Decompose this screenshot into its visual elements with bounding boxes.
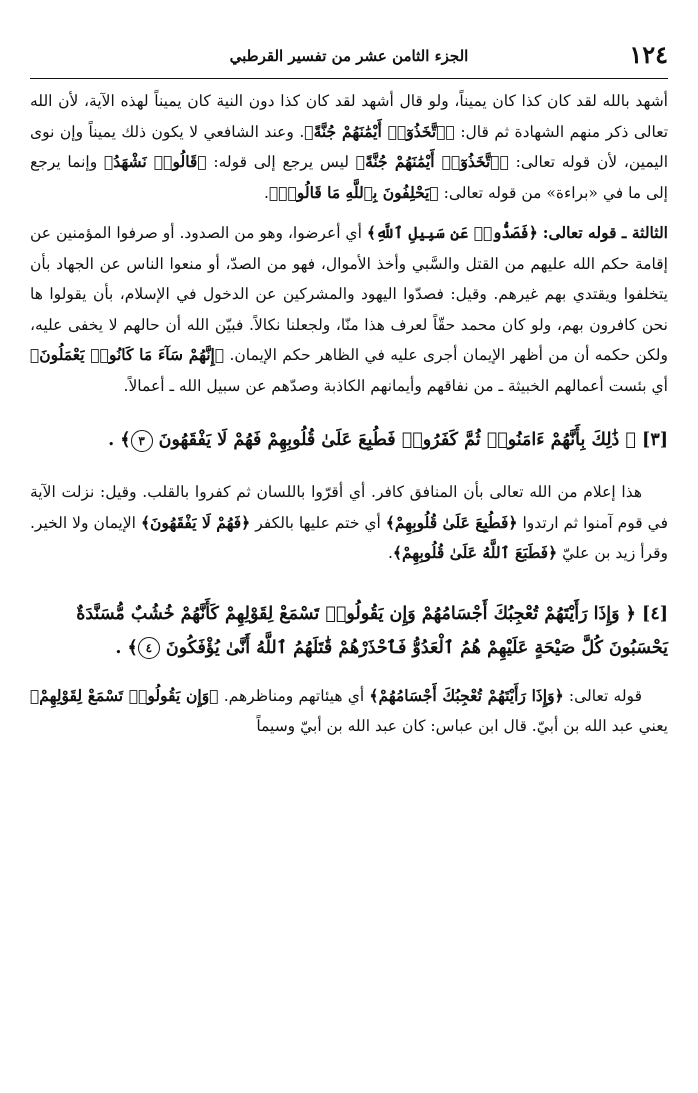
- page-header: [30, 40, 668, 74]
- quran-quote: ﴿فَطُبِعَ عَلَىٰ قُلُوبِهِمْ﴾: [385, 512, 518, 532]
- quran-quote: ﴿فَطَبَعَ ٱللَّهُ عَلَىٰ قُلُوبِهِمْ﴾: [392, 543, 558, 562]
- page-body: [30, 86, 668, 742]
- verse-text: ﴿ ذَٰلِكَ بِأَنَّهُمْ ءَامَنُوا۟ ثُمَّ كَفَرُوا۟ فَطُبِعَ عَلَىٰ قُلُوبِهِمْ فَهُمْ لَا يَفْقَهُونَ: [158, 430, 636, 450]
- verse-number: [٣]: [642, 430, 668, 450]
- paragraph-third-issue: [30, 218, 668, 401]
- ayah-number-mark: ٤: [138, 637, 160, 659]
- text-span: .: [387, 544, 393, 562]
- paragraph-verse3-commentary: [30, 477, 668, 569]
- text-span: ليس يرجع إلى قوله:: [206, 153, 356, 171]
- text-span: يعني عبد الله بن أبيّ. قال ابن عباس: كان عبد الله بن أبيّ وسيماً: [256, 717, 668, 735]
- verse-heading-4: [30, 597, 668, 665]
- paragraph-verse4-commentary: [30, 681, 668, 742]
- text-span: قوله تعالى:: [563, 686, 642, 705]
- verse-close: ﴾ .: [108, 430, 131, 450]
- verse-close: ﴾ .: [115, 637, 138, 658]
- text-span: أي بئست أعمالهم الخبيثة ـ من نفاقهم وأيمانهم الكاذبة وصدّهم عن سبيل الله ـ أعمالاً.: [123, 376, 668, 395]
- text-span: أي ختم عليها بالكفر: [250, 513, 386, 532]
- text-span: . وعند الشافعي لا يكون ذلك يميناً وإن نوى اليمين، لأن قوله تعالى:: [30, 122, 669, 171]
- text-span: الإيمان ولا الخير. وقرأ زيد بن عليّ: [30, 513, 668, 562]
- quran-quote: ﴿وَإِذَا رَأَيْتَهُمْ تُعْجِبُكَ أَجْسَامُهُمْ﴾: [369, 685, 564, 705]
- running-title: الجزء الثامن عشر من تفسير القرطبي: [229, 47, 469, 65]
- text-span: أي أعرضوا، وهو من الصدود. أو صرفوا المؤمنين عن إقامة حكم الله عليهم من القتل والسَّبي وأخذ الأموال، فهو من الصدّ، أو منعوا الناس عن الجهاد بأن يتخلفوا ويقتدي بهم غيرهم. وقيل: فصدّوا اليهود والمشركين عن الدخول في الإسلام، بأن يقولوا ها نحن كافرون بهم، ولو كان محمد حقّاً لعرف هذا منّا، ولجعلنا نكالاً. فبيّن الله أن حالهم لا يخفى عليه، ولكن حكمه أن من أظهر الإيمان أجرى عليه في الظاهر حكم الإيمان.: [30, 224, 669, 364]
- verse-heading-3: [30, 423, 668, 457]
- quran-quote: ﴿يَحْلِفُونَ بِٱللَّهِ مَا قَالُوا۟﴾: [268, 182, 439, 202]
- page-number: ١٢٤: [629, 40, 668, 69]
- quran-quote: ﴿قَالُوا۟ نَشْهَدُ﴾: [103, 152, 207, 171]
- text-span: أي هيئاتهم ومناظرهم.: [218, 686, 370, 705]
- section-label: الثالثة ـ قوله تعالى:: [542, 223, 668, 242]
- quran-quote: ﴿إِنَّهُمْ سَآءَ مَا كَانُوا۟ يَعْمَلُونَ﴾: [30, 345, 225, 364]
- header-divider: [30, 78, 668, 79]
- quran-quote: ﴿فَهُمْ لَا يَفْقَهُونَ﴾: [140, 512, 251, 532]
- quran-quote: ﴿ٱتَّخَذُوٓا۟ أَيْمَٰنَهُمْ جُنَّةً﴾: [355, 152, 509, 171]
- verse-number: [٤]: [642, 603, 668, 624]
- quran-quote: ﴿فَصَدُّوا۟ عَن سَبِيلِ ٱللَّهِ﴾: [366, 223, 538, 242]
- text-span: .: [264, 183, 269, 202]
- verse-text: ﴿ وَإِذَا رَأَيْتَهُمْ تُعْجِبُكَ أَجْسَامُهُمْ وَإِن يَقُولُوا۟ تَسْمَعْ لِقَوْلِهِمْ كَأَنَّهُمْ خُشُبٌ مُّسَنَّدَةٌ يَحْسَبُونَ كُلَّ صَيْحَةٍ عَلَيْهِمْ هُمُ ٱلْعَدُوُّ فَٱحْذَرْهُمْ قَٰتَلَهُمُ ٱللَّهُ أَنَّىٰ يُؤْفَكُونَ: [76, 603, 668, 658]
- text-span: هذا إعلام من الله تعالى بأن المنافق كافر. أي أقرّوا باللسان ثم كفروا بالقلب. وقيل: نزلت الآية في قوم آمنوا ثم ارتدوا: [30, 483, 668, 532]
- quran-quote: ﴿وَإِن يَقُولُوا۟ تَسْمَعْ لِقَوْلِهِمْ﴾: [30, 685, 219, 705]
- ayah-number-mark: ٣: [131, 430, 153, 452]
- text-span: وإنما يرجع إلى ما في «براءة» من قوله تعالى:: [30, 153, 668, 202]
- text-span: أشهد بالله لقد كان كذا كان يميناً، ولو قال أشهد لقد كان كذا دون النية كان يميناً لهذه الآية، لأن الله تعالى ذكر منهم الشهادة ثم قال:: [30, 92, 669, 141]
- quran-quote: ﴿ٱتَّخَذُوٓا۟ أَيْمَٰنَهُمْ جُنَّةً﴾: [304, 121, 455, 141]
- paragraph-oath-discussion: [30, 86, 668, 208]
